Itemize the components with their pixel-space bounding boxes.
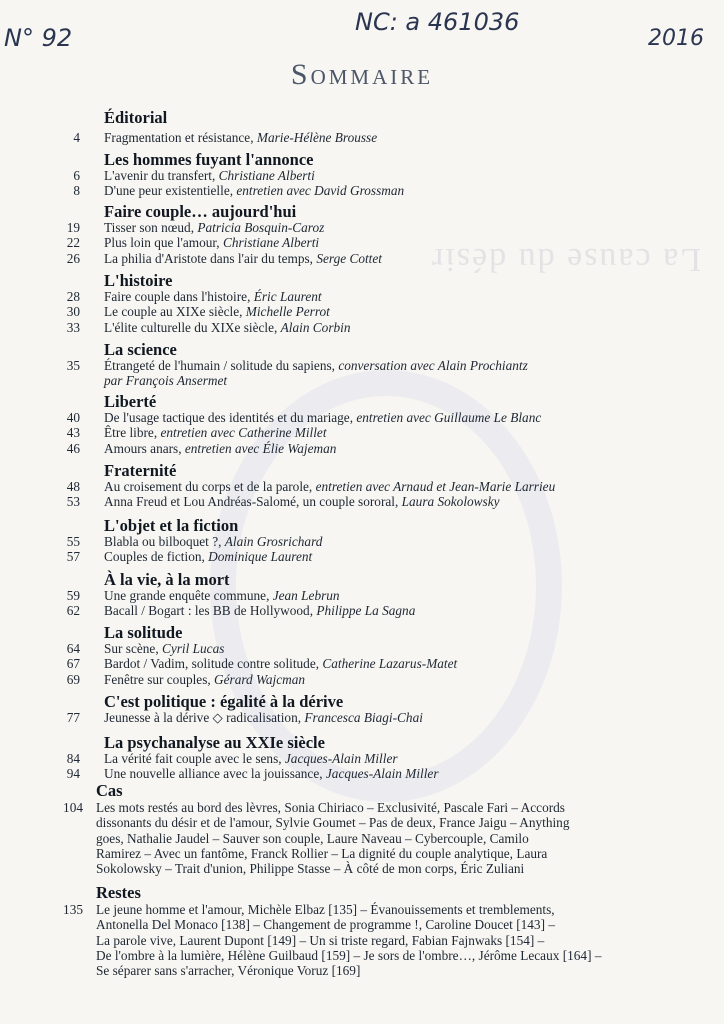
restes-line: La parole vive, Laurent Dupont [149] – Un si triste regard, Fabian Fajnwaks [154] – [96,932,545,948]
entry-author: Dominique Laurent [208,549,313,565]
toc-entry [104,534,322,549]
toc-entry [104,168,315,183]
entry-author: entretien avec Arnaud et Jean-Marie Larrieu [315,479,556,494]
entry-title: D'une peur existentielle, [104,183,237,199]
toc-entry [104,672,305,687]
entry-author: Laura Sokolowsky [401,494,500,510]
entry-title: Blabla ou bilboquet ?, [104,534,225,549]
toc-entry [104,710,423,725]
toc-entry [104,130,377,145]
page-number: 59 [66,588,80,603]
page-number: 40 [66,410,80,425]
watermark-text: La cause du désir [430,241,701,278]
toc-entry [104,410,541,425]
page-number: 69 [66,671,80,687]
entry-author: Philippe La Sagna [316,603,416,619]
page-number: 135 [63,902,83,917]
toc-entry [104,641,224,656]
entry-author: Cyril Lucas [161,641,225,656]
page-number: 22 [66,235,80,251]
entry-title: Être libre, [104,425,161,441]
toc-entry [104,549,312,564]
page-number: 6 [73,168,80,183]
toc-entry [104,289,322,304]
section-heading: L'objet et la fiction [104,516,239,535]
entry-author: Alain Corbin [280,319,351,335]
page-number: 77 [66,710,80,725]
toc-entry [104,320,351,335]
cas-line: Sokolowsky – Trait d'union, Philippe Stasse – À côté de mon corps, Éric Zuliani [96,861,525,877]
section-heading: À la vie, à la mort [104,570,230,589]
entry-author: conversation avec Alain Prochiantz [338,358,528,373]
page-number: 84 [66,751,80,766]
section-heading: La science [104,340,177,359]
entry-title: Plus loin que l'amour, [104,235,223,251]
toc-entry [104,656,457,671]
entry-author: Jean Lebrun [272,588,340,603]
entry-author: Michelle Perrot [245,304,330,320]
page-number: 64 [66,641,80,656]
toc-entry [104,358,528,373]
entry-title: Sur scène, [104,641,162,656]
page-number: 28 [66,289,80,304]
entry-author: Patricia Bosquin-Caroz [197,220,325,235]
entry-author: Christiane Alberti [218,168,315,183]
entry-author: Gérard Wajcman [214,671,306,687]
page-number: 19 [66,220,80,235]
handwritten-year: 2016 [648,26,704,51]
page-number: 26 [66,250,80,266]
entry-title: Amours anars, [104,440,185,456]
handwritten-catalog-number: NC: a 461036 [355,8,520,36]
restes-line: De l'ombre à la lumière, Hélène Guilbaud [159] – Je sors de l'ombre…, Jérôme Lecaux [164] – [96,947,602,963]
entry-title: De l'usage tactique des identités et du mariage, [104,410,357,425]
entry-title: Bardot / Vadim, solitude contre solitude, [104,656,323,672]
entry-title: Étrangeté de l'humain / solitude du sapiens, [104,358,339,373]
section-heading: C'est politique : égalité à la dérive [104,692,344,711]
entry-title: Bacall / Bogart : les BB de Hollywood, [104,603,317,619]
section-heading: Éditorial [104,108,168,127]
page-number: 46 [66,440,80,456]
entry-author: entretien avec Guillaume Le Blanc [356,410,542,425]
entry-author: Christiane Alberti [222,235,320,251]
entry-author: Éric Laurent [253,289,322,304]
entry-author: Serge Cottet [316,250,382,266]
page-number: 43 [66,425,80,441]
toc-entry [104,425,327,440]
page-number: 55 [66,534,80,549]
entry-title: Faire couple dans l'histoire, [104,289,254,304]
toc-entry [104,235,319,250]
toc-entry [104,766,439,781]
entry-author: Jacques-Alain Miller [325,766,439,782]
section-heading: Fraternité [104,461,177,480]
page-number: 33 [66,319,80,335]
page-number: 104 [63,800,83,815]
entry-author: Marie-Hélène Brousse [256,130,378,145]
section-heading: L'histoire [104,271,173,290]
restes-line: Antonella Del Monaco [138] – Changement de programme !, Caroline Doucet [143] – [96,917,555,933]
entry-title: L'avenir du transfert, [104,168,219,183]
page-number: 53 [66,494,80,510]
toc-entry [104,494,500,509]
page-number: 62 [66,603,80,619]
page-number: 30 [66,304,80,320]
cas-line: dissonants du désir et de l'amour, Sylvie Goumet – Pas de deux, France Jaigu – Anything [96,815,570,831]
restes-line: Le jeune homme et l'amour, Michèle Elbaz [135] – Évanouissements et tremblements, [96,902,555,917]
page-number: 4 [73,130,80,145]
page-number: 8 [73,183,80,199]
handwritten-issue-number: N° 92 [4,24,73,52]
toc-entry [104,251,382,266]
section-heading: Faire couple… aujourd'hui [104,202,297,221]
section-heading: Les hommes fuyant l'annonce [104,150,314,169]
entry-title: Fenêtre sur couples, [104,671,215,687]
page-number: 57 [66,549,80,565]
entry-title: La vérité fait couple avec le sens, [104,751,285,766]
page-number: 35 [66,358,80,373]
entry-title: Une grande enquête commune, [104,588,273,603]
entry-author: entretien avec David Grossman [236,183,405,199]
toc-entry [104,373,227,388]
toc-entry [104,751,398,766]
entry-title: Fragmentation et résistance, [104,130,257,145]
entry-title: Tisser son nœud, [104,220,198,235]
cas-line: goes, Nathalie Jaudel – Sauver son couple, Laure Naveau – Cybercouple, Camilo [96,830,529,846]
entry-author: entretien avec Élie Wajeman [184,440,337,456]
toc-entry [104,220,324,235]
entry-title: Une nouvelle alliance avec la jouissance, [104,766,326,782]
section-heading: La solitude [104,623,183,642]
toc-entry [104,479,555,494]
toc-entry [104,603,415,618]
cas-line: Les mots restés au bord des lèvres, Sonia Chiriaco – Exclusivité, Pascale Fari – Accords [96,800,565,815]
toc-entry [104,441,336,456]
cas-line: Ramirez – Avec un fantôme, Franck Rollier – La dignité du couple analytique, Laura [96,845,548,861]
page-number: 67 [66,656,80,672]
toc-entry [104,588,340,603]
entry-author: Francesca Biagi-Chai [304,710,423,725]
page-title: Sommaire [290,58,434,91]
entry-title: L'élite culturelle du XIXe siècle, [104,319,281,335]
entry-title: Couples de fiction, [104,549,209,565]
section-heading: La psychanalyse au XXIe siècle [104,733,325,752]
restes-heading: Restes [96,883,141,902]
entry-title: Le couple au XIXe siècle, [104,304,246,320]
entry-title: Jeunesse à la dérive ◇ radicalisation, [104,710,305,725]
cas-heading: Cas [96,781,123,800]
entry-author: Catherine Lazarus-Matet [322,656,458,672]
entry-author: Alain Grosrichard [224,534,323,549]
restes-line: Se séparer sans s'arracher, Véronique Voruz [169] [96,963,361,979]
entry-title: Au croisement du corps et de la parole, [104,479,316,494]
toc-entry [104,304,330,319]
entry-author: Jacques-Alain Miller [284,751,398,766]
page-number: 48 [66,479,80,494]
entry-title: La philia d'Aristote dans l'air du temps, [104,250,317,266]
entry-author: par François Ansermet [104,373,228,389]
toc-entry [104,183,404,198]
page-number: 94 [66,766,80,782]
entry-title: Anna Freud et Lou Andréas-Salomé, un couple sororal, [104,494,402,510]
section-heading: Liberté [104,392,157,411]
entry-author: entretien avec Catherine Millet [160,425,327,441]
